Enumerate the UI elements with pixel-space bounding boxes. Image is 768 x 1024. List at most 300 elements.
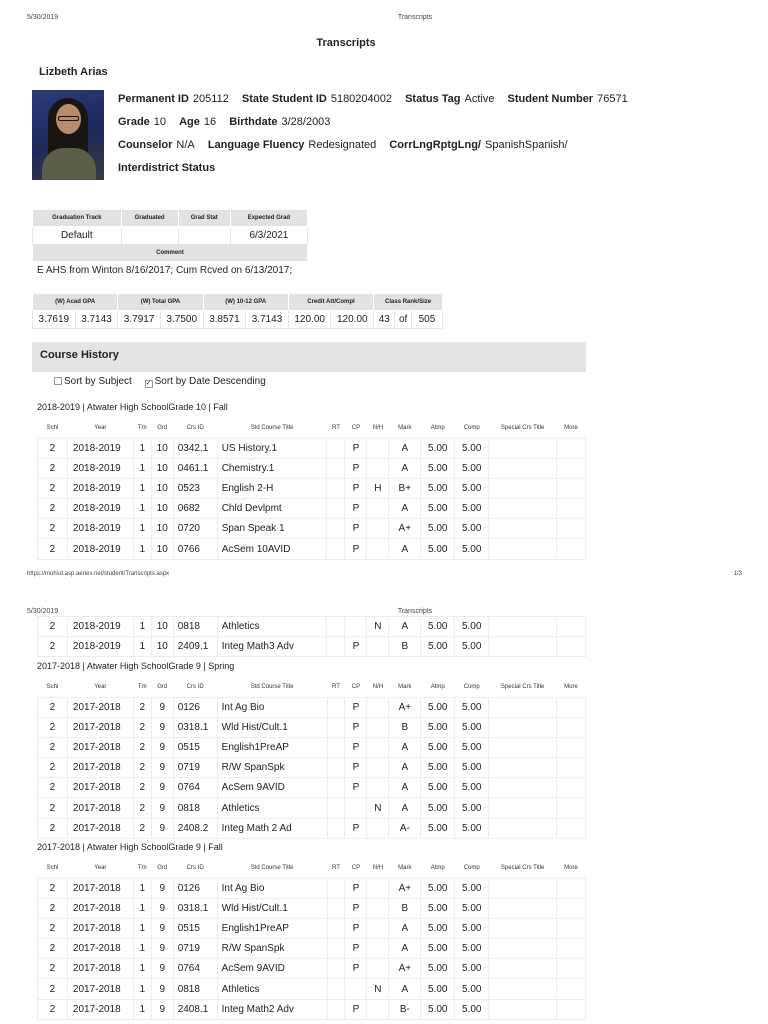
column-header-rt: RT [332, 683, 340, 690]
cell-attempted: 5.00 [421, 818, 455, 838]
status-tag-label: Status Tag [405, 93, 461, 105]
cell-special-title [489, 458, 557, 478]
header-acad-gpa: (W) Acad GPA [33, 294, 118, 311]
cell-more [556, 499, 585, 519]
cell-cp: P [345, 637, 367, 657]
cell-special-title [489, 878, 557, 898]
acad-gpa-weighted: 3.7619 [33, 311, 76, 329]
table-row [38, 539, 586, 559]
cell-more [557, 778, 586, 798]
cell-course-id: 0126 [173, 697, 217, 717]
cell-schl: 2 [38, 818, 68, 838]
cell-special-title [489, 478, 557, 498]
column-header-special-title: Special Crs Title [500, 864, 545, 871]
column-header-more: More [564, 424, 578, 431]
cell-term: 1 [133, 519, 151, 539]
cell-schl: 2 [38, 539, 68, 559]
cell-course-id: 0342.1 [173, 438, 217, 458]
gpa-table [32, 293, 443, 329]
cell-attempted: 5.00 [421, 979, 455, 999]
cell-term: 1 [133, 959, 151, 979]
cell-completed: 5.00 [455, 617, 489, 637]
print-date-2: 5/30/2019 [27, 608, 59, 615]
cell-nh [367, 999, 389, 1019]
cell-completed: 5.00 [455, 959, 489, 979]
cell-year: 2017-2018 [67, 979, 133, 999]
credit-compl: 120.00 [331, 311, 374, 329]
student-info-row-2 [118, 116, 340, 128]
course-history-header [32, 342, 586, 372]
cell-attempted: 5.00 [421, 999, 455, 1019]
cell-attempted: 5.00 [421, 798, 455, 818]
cell-attempted: 5.00 [421, 939, 455, 959]
table-row [38, 999, 586, 1019]
cell-special-title [489, 737, 557, 757]
cell-rt [327, 499, 345, 519]
column-header-year: Year [94, 424, 107, 431]
cell-schl: 2 [38, 939, 68, 959]
cell-cp: P [345, 478, 367, 498]
cell-course-id: 0523 [173, 478, 217, 498]
column-header-nh: N/H [372, 683, 384, 690]
cell-schl: 2 [38, 499, 68, 519]
cell-schl: 2 [38, 617, 68, 637]
cell-completed: 5.00 [455, 818, 489, 838]
column-header-nh: N/H [372, 424, 384, 431]
cell-grade: 9 [151, 918, 173, 938]
cell-schl: 2 [38, 959, 68, 979]
sort-by-date[interactable]: ✓ Sort by Date Descending [145, 376, 266, 387]
cell-more [557, 697, 586, 717]
cell-cp: P [345, 778, 367, 798]
state-id: 5180204002 [330, 93, 393, 105]
cell-year: 2017-2018 [67, 939, 133, 959]
cell-mark: A [389, 539, 421, 559]
cell-rt [327, 778, 345, 798]
column-header-course-id: Crs ID [186, 864, 204, 871]
cell-attempted: 5.00 [421, 918, 455, 938]
column-header-attempted: Atmp [430, 424, 445, 431]
cell-course-id: 0126 [173, 878, 217, 898]
column-header-completed: Comp [463, 683, 480, 690]
language-fluency: Redesignated [308, 139, 377, 151]
cell-grade: 10 [151, 458, 173, 478]
corr-language: SpanishSpanish/ [485, 139, 568, 151]
cell-special-title [489, 697, 557, 717]
cell-course-title: R/W SpanSpk [217, 758, 327, 778]
cell-rt [327, 458, 345, 478]
cell-course-id: 0818 [173, 617, 217, 637]
class-rank-of: of [395, 311, 411, 329]
cell-more [557, 939, 586, 959]
cell-schl: 2 [38, 918, 68, 938]
cell-rt [327, 758, 345, 778]
cell-nh [367, 458, 389, 478]
cell-year: 2017-2018 [67, 898, 133, 918]
cell-special-title [489, 717, 557, 737]
cell-course-title: Athletics [217, 798, 327, 818]
cell-special-title [489, 918, 557, 938]
cell-grade: 9 [151, 959, 173, 979]
cell-completed: 5.00 [455, 499, 489, 519]
header-expected-grad: Expected Grad [230, 210, 307, 227]
cell-rt [327, 878, 345, 898]
cell-mark: B [389, 898, 421, 918]
cell-completed: 5.00 [455, 758, 489, 778]
cell-mark: B [389, 637, 421, 657]
cell-mark: A [389, 458, 421, 478]
cell-grade: 9 [151, 778, 173, 798]
cell-more [557, 918, 586, 938]
table-row [38, 939, 586, 959]
cell-course-title: Chemistry.1 [217, 458, 327, 478]
column-header-schl: Schl [46, 864, 59, 871]
cell-nh: N [367, 617, 389, 637]
cell-attempted: 5.00 [421, 519, 455, 539]
column-header-grade: Grd [157, 683, 168, 690]
column-header-year: Year [94, 864, 107, 871]
cell-cp [345, 798, 367, 818]
cell-course-id: 0682 [173, 499, 217, 519]
cell-year: 2017-2018 [67, 999, 133, 1019]
cell-year: 2017-2018 [67, 798, 133, 818]
student-name: Lizbeth Arias [39, 66, 108, 78]
cell-mark: A+ [389, 519, 421, 539]
cell-more [557, 818, 586, 838]
cell-year: 2017-2018 [67, 878, 133, 898]
cell-year: 2018-2019 [67, 458, 133, 478]
cell-year: 2018-2019 [67, 499, 133, 519]
table-row [38, 499, 586, 519]
cell-attempted: 5.00 [421, 438, 455, 458]
cell-completed: 5.00 [455, 999, 489, 1019]
cell-grade: 10 [151, 478, 173, 498]
cell-attempted: 5.00 [421, 959, 455, 979]
cell-grade: 9 [151, 898, 173, 918]
cell-rt [327, 939, 345, 959]
cell-mark: A- [389, 818, 421, 838]
cell-course-title: AcSem 10AVID [217, 539, 327, 559]
cell-mark: A [389, 979, 421, 999]
table-row [38, 617, 586, 637]
cell-mark: B [389, 717, 421, 737]
cell-year: 2017-2018 [67, 818, 133, 838]
column-header-course-title: Std Course Title [250, 424, 294, 431]
column-header-course-id: Crs ID [186, 424, 204, 431]
cell-special-title [489, 438, 557, 458]
cell-more [557, 717, 586, 737]
cell-term: 2 [133, 697, 151, 717]
cell-course-title: Athletics [217, 617, 327, 637]
sort-by-subject[interactable]: Sort by Subject [54, 376, 132, 387]
table-row [38, 637, 586, 657]
cell-course-title: English1PreAP [217, 737, 327, 757]
cell-grade: 9 [151, 939, 173, 959]
cell-course-id: 0818 [173, 798, 217, 818]
cell-mark: A [389, 939, 421, 959]
column-header-term: Tm [137, 683, 147, 690]
cell-grade: 10 [151, 539, 173, 559]
column-header-completed: Comp [463, 424, 480, 431]
credit-att: 120.00 [288, 311, 331, 329]
cell-completed: 5.00 [455, 539, 489, 559]
column-header-grade: Grd [157, 864, 168, 871]
cell-year: 2017-2018 [67, 697, 133, 717]
cell-completed: 5.00 [455, 798, 489, 818]
cell-rt [327, 697, 345, 717]
header-total-gpa: (W) Total GPA [118, 294, 203, 311]
cell-grade: 9 [151, 717, 173, 737]
column-header-cp: CP [351, 683, 361, 690]
cell-attempted: 5.00 [421, 898, 455, 918]
cell-mark: A+ [389, 878, 421, 898]
cell-cp: P [345, 458, 367, 478]
column-header-mark: Mark [398, 683, 412, 690]
cell-year: 2017-2018 [67, 758, 133, 778]
cell-grade: 9 [151, 999, 173, 1019]
cell-course-title: Span Speak 1 [217, 519, 327, 539]
cell-course-title: Chld Devlpmt [217, 499, 327, 519]
course-table [37, 677, 586, 839]
cell-term: 1 [133, 979, 151, 999]
language-label: Language Fluency [207, 139, 305, 151]
cell-schl: 2 [38, 778, 68, 798]
header-comment: Comment [33, 245, 308, 262]
cell-rt [327, 539, 345, 559]
cell-grade: 10 [151, 637, 173, 657]
column-header-nh: N/H [372, 864, 384, 871]
cell-rt [327, 637, 345, 657]
course-history-title: Course History [40, 349, 119, 361]
cell-special-title [489, 539, 557, 559]
cell-mark: B+ [389, 478, 421, 498]
cell-more [556, 458, 585, 478]
cell-completed: 5.00 [455, 697, 489, 717]
cell-term: 2 [133, 717, 151, 737]
cell-more [556, 637, 585, 657]
cell-cp: P [345, 959, 367, 979]
cell-more [557, 758, 586, 778]
cell-more [557, 878, 586, 898]
table-row [38, 898, 586, 918]
cell-grade: 10 [151, 438, 173, 458]
cell-year: 2018-2019 [67, 539, 133, 559]
column-header-rt: RT [332, 424, 340, 431]
footer-url: https://muhsd.asp.aeries.net/student/Transcripts.aspx [27, 571, 170, 577]
cell-nh [367, 438, 389, 458]
cell-course-id: 0818 [173, 979, 217, 999]
header-grad-stat: Grad Stat [178, 210, 230, 227]
cell-attempted: 5.00 [421, 758, 455, 778]
cell-mark: A [389, 758, 421, 778]
cell-rt [327, 519, 345, 539]
cell-cp: P [345, 939, 367, 959]
cell-grade: 10 [151, 499, 173, 519]
permanent-id-label: Permanent ID [118, 93, 189, 105]
cell-year: 2017-2018 [67, 918, 133, 938]
cell-year: 2017-2018 [67, 737, 133, 757]
cell-year: 2017-2018 [67, 717, 133, 737]
cell-term: 2 [133, 778, 151, 798]
cell-grade: 9 [151, 818, 173, 838]
cell-mark: A [389, 499, 421, 519]
table-row [38, 478, 586, 498]
cell-special-title [489, 818, 557, 838]
cell-course-title: AcSem 9AVID [217, 778, 327, 798]
cell-cp: P [345, 918, 367, 938]
cell-course-title: AcSem 9AVID [217, 959, 327, 979]
cell-course-title: Integ Math3 Adv [217, 637, 327, 657]
header-credit: Credit Att/Compl [288, 294, 373, 311]
table-row [38, 438, 586, 458]
gpa-10-12-weighted: 3.8571 [203, 311, 246, 329]
cell-nh [367, 499, 389, 519]
column-header-schl: Schl [46, 424, 59, 431]
student-info-row-3 [118, 139, 578, 151]
age-label: Age [179, 116, 200, 128]
cell-schl: 2 [38, 458, 68, 478]
cell-cp: P [345, 758, 367, 778]
birthdate-label: Birthdate [229, 116, 278, 128]
cell-nh [367, 778, 389, 798]
cell-mark: A [389, 617, 421, 637]
cell-more [556, 539, 585, 559]
cell-rt [327, 478, 345, 498]
graduation-comment: E AHS from Winton 8/16/2017; Cum Rcved on 6/13/2017; [37, 265, 293, 276]
student-number: 76571 [597, 93, 628, 105]
cell-rt [327, 999, 345, 1019]
cell-special-title [489, 499, 557, 519]
cell-nh [367, 878, 389, 898]
column-header-cp: CP [351, 424, 361, 431]
cell-course-id: 0719 [173, 758, 217, 778]
cell-term: 1 [133, 637, 151, 657]
cell-cp: P [345, 697, 367, 717]
cell-nh [367, 818, 389, 838]
column-header-more: More [564, 683, 578, 690]
cell-term: 2 [133, 758, 151, 778]
cell-term: 1 [133, 898, 151, 918]
cell-completed: 5.00 [455, 939, 489, 959]
graduation-track: Default [33, 227, 122, 245]
cell-special-title [489, 959, 557, 979]
cell-course-id: 0764 [173, 778, 217, 798]
cell-term: 2 [133, 818, 151, 838]
cell-grade: 9 [151, 697, 173, 717]
cell-course-id: 0515 [173, 918, 217, 938]
cell-nh [367, 898, 389, 918]
cell-cp [345, 979, 367, 999]
cell-special-title [489, 898, 557, 918]
table-row [38, 717, 586, 737]
cell-more [557, 999, 586, 1019]
cell-more [557, 798, 586, 818]
cell-attempted: 5.00 [421, 617, 455, 637]
cell-course-title: Wld Hist/Cult.1 [217, 717, 327, 737]
cell-schl: 2 [38, 737, 68, 757]
cell-rt [327, 979, 345, 999]
cell-grade: 9 [151, 737, 173, 757]
cell-attempted: 5.00 [421, 499, 455, 519]
cell-cp: P [345, 737, 367, 757]
status-tag: Active [464, 93, 495, 105]
group-label: 2017-2018 | Atwater High SchoolGrade 9 | Fall [37, 842, 223, 852]
table-row [38, 959, 586, 979]
cell-attempted: 5.00 [421, 478, 455, 498]
header-10-12-gpa: (W) 10-12 GPA [203, 294, 288, 311]
column-header-attempted: Atmp [430, 683, 445, 690]
cell-more [556, 617, 585, 637]
footer-page: 1/3 [733, 571, 742, 577]
cell-more [557, 979, 586, 999]
cell-grade: 10 [151, 617, 173, 637]
cell-mark: A [389, 918, 421, 938]
course-table [37, 858, 586, 1020]
cell-grade: 9 [151, 878, 173, 898]
cell-year: 2017-2018 [67, 778, 133, 798]
cell-nh [367, 737, 389, 757]
graduation-table [32, 209, 308, 262]
column-header-rt: RT [332, 864, 340, 871]
page-title: Transcripts [316, 37, 376, 49]
course-table-continued [37, 616, 586, 657]
grade: 10 [153, 116, 167, 128]
student-info-row-4 [118, 162, 219, 174]
header-graduation-track: Graduation Track [33, 210, 122, 227]
column-header-course-title: Std Course Title [250, 683, 294, 690]
cell-completed: 5.00 [455, 898, 489, 918]
cell-term: 1 [133, 617, 151, 637]
cell-term: 2 [133, 798, 151, 818]
print-title-2: Transcripts [397, 608, 433, 615]
column-header-mark: Mark [398, 864, 412, 871]
column-header-schl: Schl [46, 683, 59, 690]
cell-schl: 2 [38, 758, 68, 778]
cell-nh [367, 939, 389, 959]
checkbox-unchecked-icon[interactable] [54, 377, 62, 385]
column-header-completed: Comp [463, 864, 480, 871]
cell-nh: H [367, 478, 389, 498]
cell-rt [327, 918, 345, 938]
group-label: 2017-2018 | Atwater High SchoolGrade 9 | Spring [37, 661, 235, 671]
cell-special-title [489, 999, 557, 1019]
cell-special-title [489, 637, 557, 657]
cell-nh [367, 758, 389, 778]
column-header-attempted: Atmp [430, 864, 445, 871]
cell-term: 1 [133, 438, 151, 458]
cell-special-title [489, 758, 557, 778]
cell-special-title [489, 939, 557, 959]
table-row [38, 758, 586, 778]
cell-schl: 2 [38, 878, 68, 898]
student-photo [32, 90, 104, 180]
grad-stat [178, 227, 230, 245]
cell-course-id: 2408.1 [173, 999, 217, 1019]
cell-course-id: 0461.1 [173, 458, 217, 478]
cell-mark: A [389, 798, 421, 818]
cell-completed: 5.00 [455, 478, 489, 498]
cell-term: 1 [133, 999, 151, 1019]
cell-year: 2018-2019 [67, 478, 133, 498]
cell-nh [367, 697, 389, 717]
cell-attempted: 5.00 [421, 458, 455, 478]
cell-mark: B- [389, 999, 421, 1019]
birthdate: 3/28/2003 [281, 116, 331, 128]
sort-options [54, 376, 276, 388]
cell-more [557, 737, 586, 757]
checkbox-checked-icon[interactable]: ✓ [145, 380, 152, 387]
cell-schl: 2 [38, 898, 68, 918]
